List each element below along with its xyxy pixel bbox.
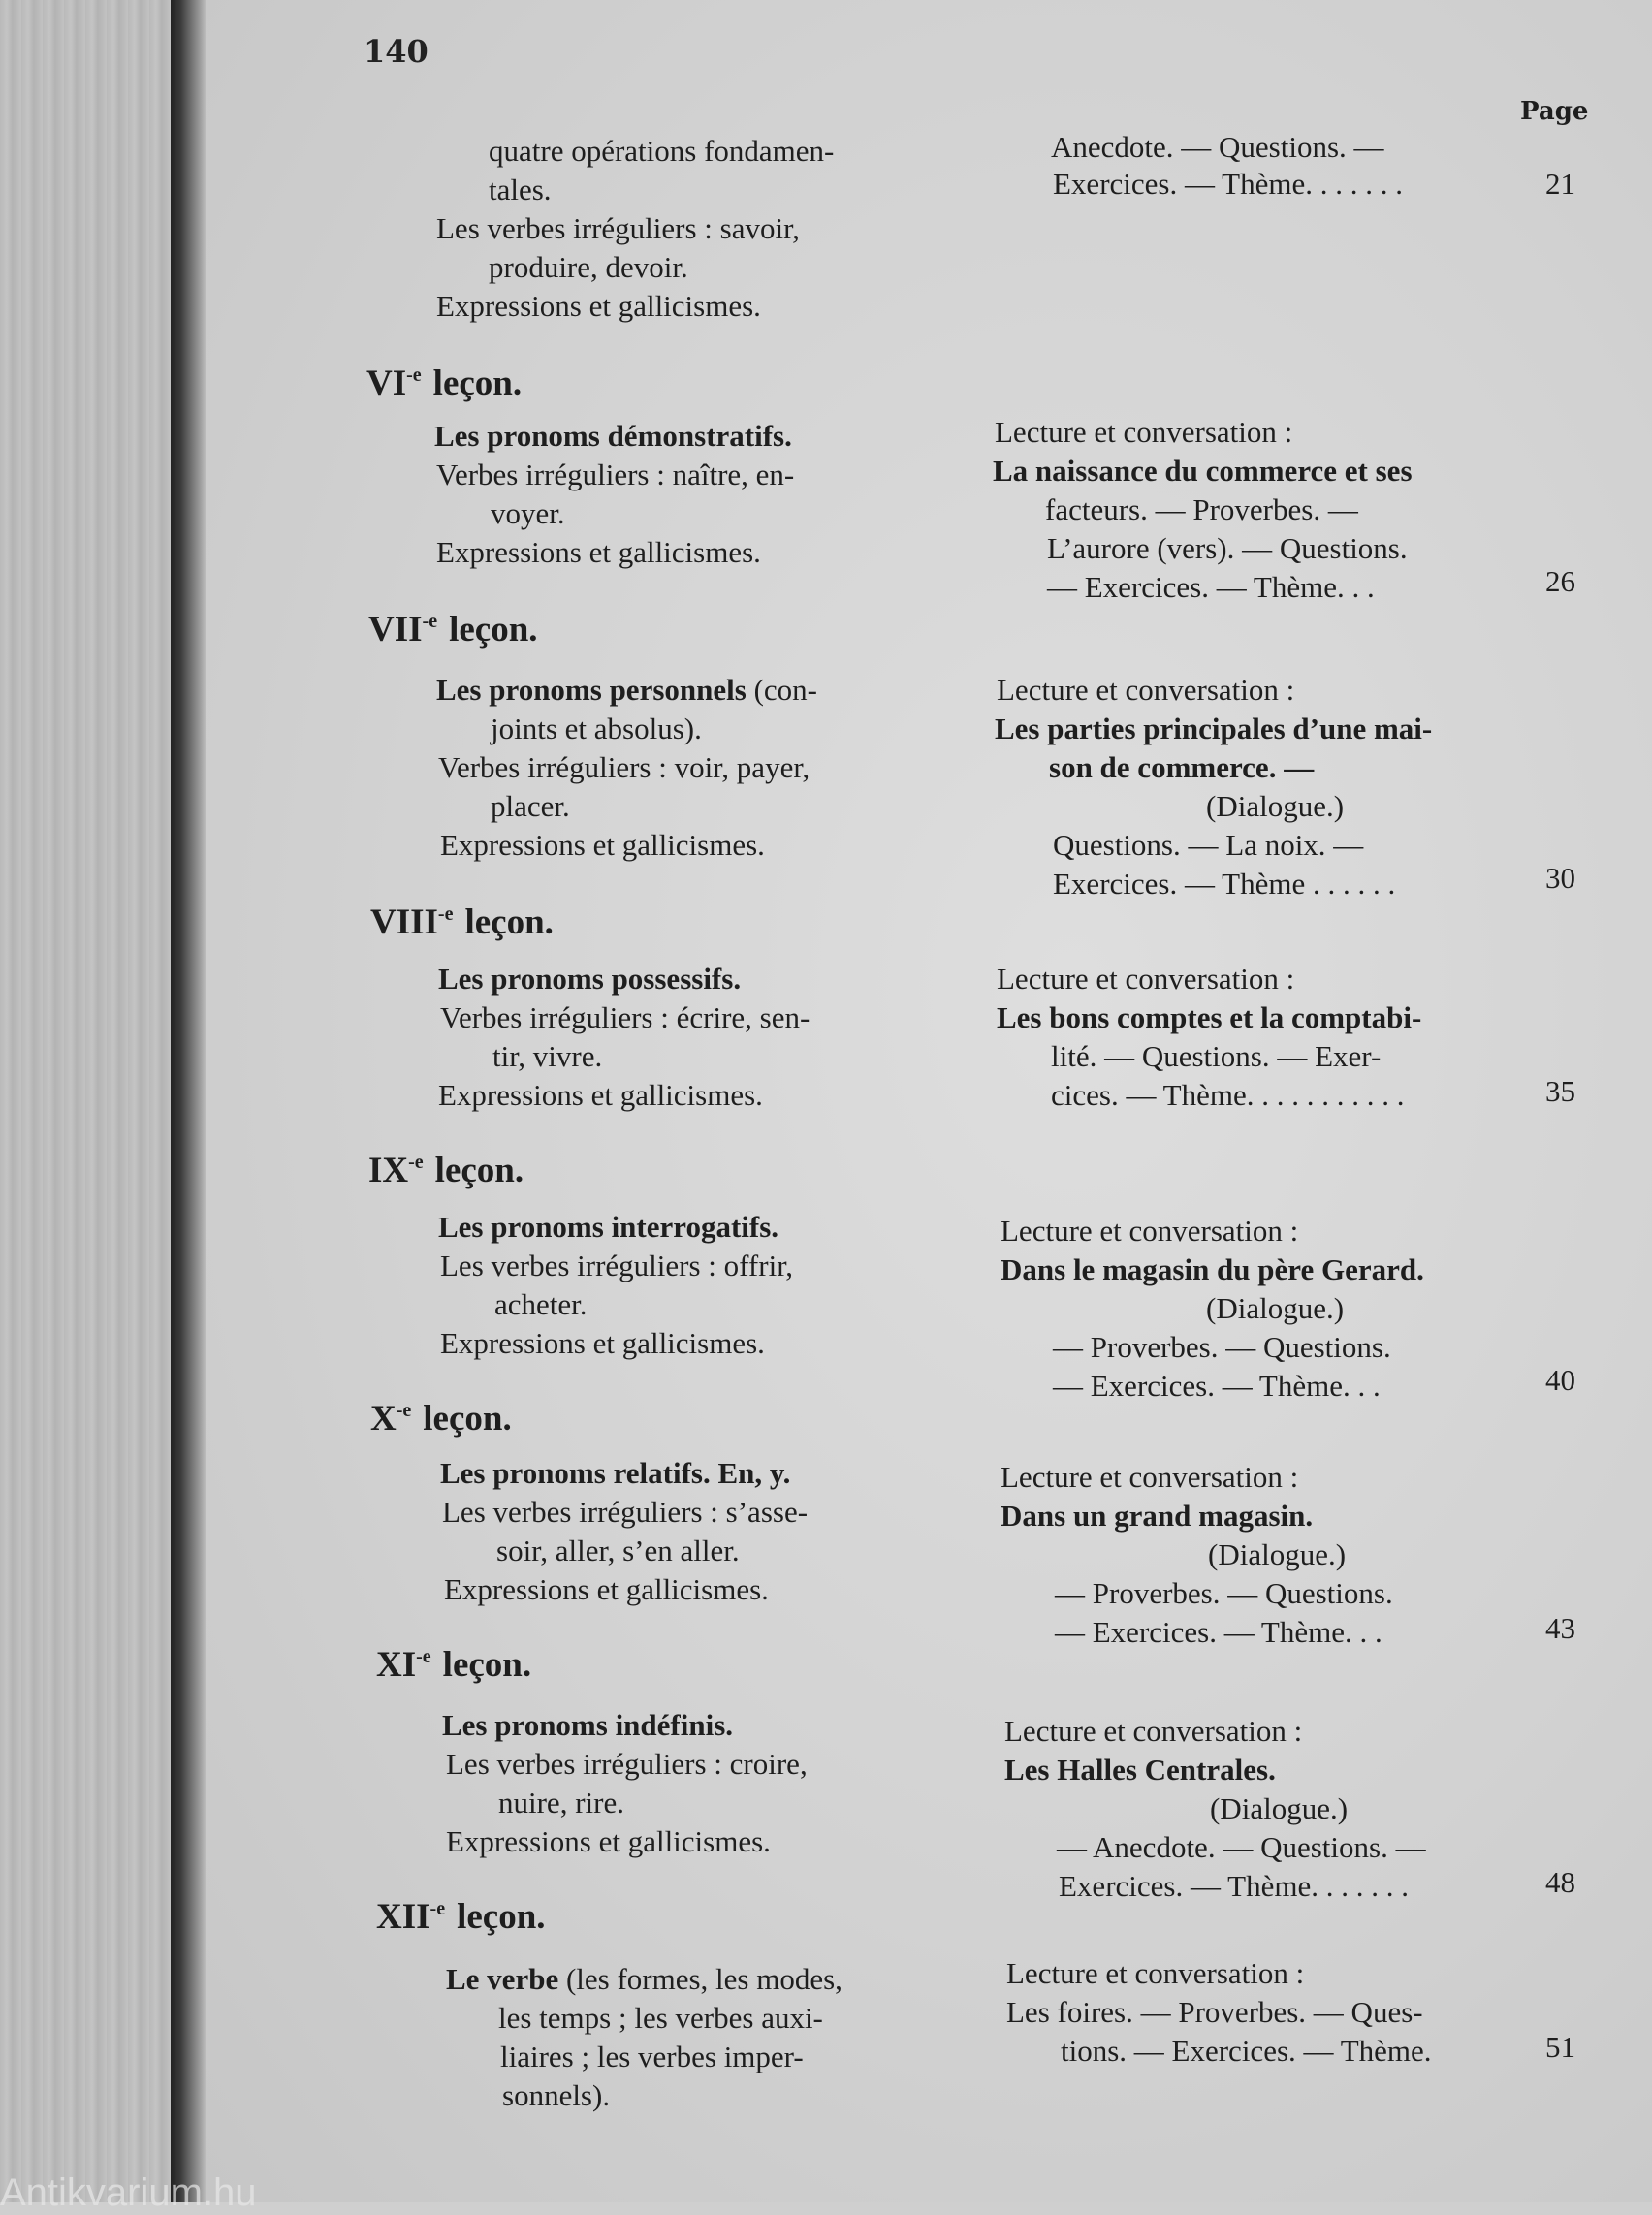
lesson-word: leçon. <box>423 1399 512 1439</box>
intro-left-line: Les verbes irréguliers : savoir, <box>436 211 800 245</box>
lesson-x-right-line: — Proverbes. — Questions. <box>1055 1576 1393 1610</box>
lesson-xii-left-line: les temps ; les verbes auxi- <box>498 2001 823 2035</box>
lesson-word: leçon. <box>434 1151 524 1190</box>
intro-right-line: Exercices. — Thème. . . . . . . <box>1053 167 1403 201</box>
lesson-xi-left-line: nuire, rire. <box>498 1786 624 1819</box>
lesson-vi-reading-title: La naissance du commerce et ses <box>993 454 1413 488</box>
lesson-ix-left-line: Expressions et gallicismes. <box>440 1326 765 1360</box>
lesson-ix-page-ref: 40 <box>1545 1363 1575 1397</box>
lesson-x-left-line: soir, aller, s’en aller. <box>496 1534 740 1567</box>
lesson-word: leçon. <box>442 1645 532 1685</box>
lesson-word: leçon. <box>449 610 538 649</box>
lesson-x-left-line: Expressions et gallicismes. <box>444 1572 769 1606</box>
lesson-suffix: -e <box>429 1898 446 1919</box>
lesson-vi-left-line: voyer. <box>491 496 565 530</box>
lesson-viii-topic: Les pronoms possessifs. <box>438 962 742 996</box>
lesson-numeral: XII <box>376 1897 430 1937</box>
lesson-heading-vi <box>366 363 522 404</box>
lesson-vi-left-line: Verbes irréguliers : naître, en- <box>436 458 795 491</box>
lesson-ix-reading-title: Dans le magasin du père Gerard. <box>1001 1252 1424 1286</box>
lesson-vii-left-line: Expressions et gallicismes. <box>440 828 765 862</box>
lesson-ix-right-line: Lecture et conversation : <box>1001 1214 1299 1248</box>
lesson-ix-right-line: (Dialogue.) <box>1206 1291 1345 1325</box>
intro-left-line: tales. <box>489 173 552 206</box>
intro-page-ref: 21 <box>1545 167 1575 201</box>
lesson-vi-right-line: L’aurore (vers). — Questions. <box>1047 531 1408 565</box>
lesson-vii-topic-bold: Les pronoms personnels <box>436 673 747 707</box>
lesson-vii-left-line: Verbes irréguliers : voir, payer, <box>438 750 810 784</box>
lesson-xii-left-line: sonnels). <box>502 2078 611 2112</box>
lesson-xi-page-ref: 48 <box>1545 1865 1575 1899</box>
lesson-vi-right-line: facteurs. — Proverbes. — <box>1045 492 1358 526</box>
lesson-vi-right-line: Lecture et conversation : <box>995 415 1293 449</box>
book-page <box>206 0 1652 2202</box>
intro-left-line: Expressions et gallicismes. <box>436 289 761 323</box>
lesson-word: leçon. <box>432 364 523 403</box>
lesson-numeral: VIII <box>370 902 438 942</box>
lesson-suffix: -e <box>406 364 422 386</box>
lesson-vii-left-line: placer. <box>491 789 570 823</box>
lesson-suffix: -e <box>396 1400 412 1421</box>
lesson-xi-left-line: Expressions et gallicismes. <box>446 1824 771 1858</box>
lesson-xi-reading-title: Les Halles Centrales. <box>1004 1753 1276 1787</box>
lesson-vii-right-line: Exercices. — Thème . . . . . . <box>1053 867 1396 901</box>
lesson-viii-page-ref: 35 <box>1545 1074 1575 1108</box>
lesson-x-topic: Les pronoms relatifs. En, y. <box>440 1456 791 1490</box>
lesson-viii-left-line: Verbes irréguliers : écrire, sen- <box>440 1000 810 1034</box>
lesson-vii-left-line: joints et absolus). <box>491 712 702 745</box>
book-spine <box>171 0 206 2202</box>
lesson-vi-left-line: Expressions et gallicismes. <box>436 535 761 569</box>
lesson-xi-right-line: Exercices. — Thème. . . . . . . <box>1059 1869 1409 1903</box>
lesson-viii-right-line: lité. — Questions. — Exer- <box>1051 1039 1382 1073</box>
lesson-vii-right-line: Lecture et conversation : <box>997 673 1295 707</box>
lesson-numeral: IX <box>368 1151 409 1190</box>
lesson-x-right-line: — Exercices. — Thème. . . <box>1055 1615 1382 1649</box>
lesson-x-page-ref: 43 <box>1545 1611 1575 1645</box>
page-column-label: Page <box>1520 97 1589 126</box>
lesson-xii-right-line: tions. — Exercices. — Thème. <box>1061 2034 1432 2068</box>
lesson-vii-right-line: (Dialogue.) <box>1206 789 1345 823</box>
lesson-vii-right-line: Questions. — La noix. — <box>1053 828 1364 862</box>
lesson-numeral: VI <box>366 364 407 403</box>
lesson-xii-topic <box>446 1960 842 1999</box>
lesson-suffix: -e <box>437 903 454 925</box>
lesson-ix-topic: Les pronoms interrogatifs. <box>438 1210 779 1244</box>
lesson-xii-left-line: liaires ; les verbes imper- <box>500 2040 804 2073</box>
intro-left-line: produire, devoir. <box>489 250 688 284</box>
lesson-heading-x <box>370 1398 512 1440</box>
lesson-ix-left-line: Les verbes irréguliers : offrir, <box>440 1249 794 1282</box>
lesson-viii-left-line: Expressions et gallicismes. <box>438 1078 763 1112</box>
lesson-xii-topic-rest: (les formes, les modes, <box>558 1962 842 1996</box>
lesson-heading-xii <box>376 1896 546 1938</box>
lesson-vii-reading-title: Les parties principales d’une mai- <box>995 712 1433 745</box>
lesson-vii-topic <box>436 671 817 710</box>
lesson-word: leçon. <box>464 902 554 942</box>
lesson-ix-right-line: — Exercices. — Thème. . . <box>1053 1369 1381 1403</box>
lesson-viii-right-line: cices. — Thème. . . . . . . . . . . <box>1051 1078 1405 1112</box>
lesson-x-left-line: Les verbes irréguliers : s’asse- <box>442 1495 809 1529</box>
lesson-ix-right-line: — Proverbes. — Questions. <box>1053 1330 1391 1364</box>
lesson-x-reading-title: Dans un grand magasin. <box>1001 1499 1314 1533</box>
lesson-word: leçon. <box>457 1897 546 1937</box>
lesson-xi-right-line: (Dialogue.) <box>1210 1791 1349 1825</box>
lesson-suffix: -e <box>408 1152 424 1173</box>
intro-right-line: Anecdote. — Questions. — <box>1051 130 1384 164</box>
lesson-xii-topic-bold: Le verbe <box>446 1962 559 1996</box>
lesson-heading-ix <box>368 1150 524 1191</box>
lesson-xi-right-line: — Anecdote. — Questions. — <box>1057 1830 1426 1864</box>
lesson-vii-reading-title-cont: son de commerce. — <box>1049 750 1315 784</box>
lesson-heading-xi <box>376 1644 531 1686</box>
lesson-suffix: -e <box>422 611 438 632</box>
lesson-x-right-line: Lecture et conversation : <box>1001 1460 1299 1494</box>
watermark: Antikvarium.hu <box>0 2171 257 2214</box>
lesson-vi-page-ref: 26 <box>1545 564 1575 598</box>
lesson-vii-page-ref: 30 <box>1545 861 1575 895</box>
lesson-x-right-line: (Dialogue.) <box>1208 1537 1347 1571</box>
lesson-viii-reading-title: Les bons comptes et la comptabi- <box>997 1000 1422 1034</box>
lesson-numeral: XI <box>376 1645 417 1685</box>
lesson-xi-topic: Les pronoms indéfinis. <box>442 1708 734 1742</box>
intro-left-line: quatre opérations fondamen- <box>489 134 835 168</box>
lesson-vii-topic-rest: (con- <box>746 673 817 707</box>
lesson-vi-right-line: — Exercices. — Thème. . . <box>1047 570 1375 604</box>
lesson-xii-right-line: Les foires. — Proverbes. — Ques- <box>1006 1995 1423 2029</box>
lesson-viii-left-line: tir, vivre. <box>492 1039 603 1073</box>
lesson-xi-left-line: Les verbes irréguliers : croire, <box>446 1747 808 1781</box>
lesson-vi-topic: Les pronoms démonstratifs. <box>434 419 792 453</box>
lesson-heading-vii <box>368 609 538 650</box>
lesson-xi-right-line: Lecture et conversation : <box>1004 1714 1303 1748</box>
lesson-ix-left-line: acheter. <box>494 1287 588 1321</box>
lesson-xii-right-line: Lecture et conversation : <box>1006 1956 1305 1990</box>
lesson-viii-right-line: Lecture et conversation : <box>997 962 1295 996</box>
page-number: 140 <box>364 33 429 70</box>
lesson-numeral: VII <box>368 610 423 649</box>
lesson-numeral: X <box>370 1399 397 1439</box>
lesson-suffix: -e <box>416 1646 431 1667</box>
lesson-heading-viii <box>370 902 554 943</box>
desk-background <box>0 0 194 2202</box>
lesson-xii-page-ref: 51 <box>1545 2030 1575 2064</box>
